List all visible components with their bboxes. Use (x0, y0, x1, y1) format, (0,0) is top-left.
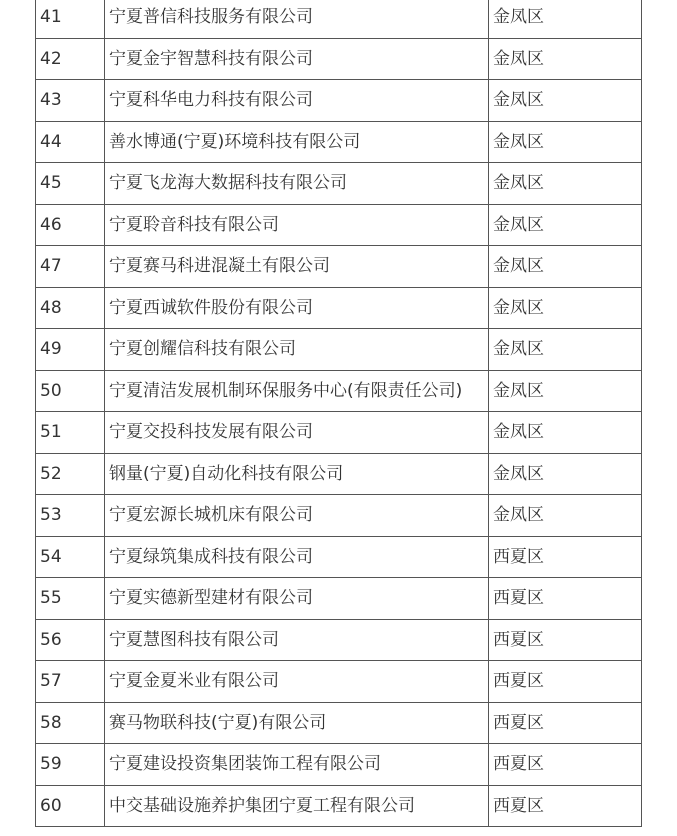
company-name-cell: 宁夏普信科技服务有限公司 (105, 0, 489, 38)
row-number-cell: 52 (36, 453, 105, 495)
district-cell: 金凤区 (489, 80, 642, 122)
company-name-cell: 宁夏金宇智慧科技有限公司 (105, 38, 489, 80)
table-row (36, 744, 642, 786)
company-name-cell: 赛马物联科技(宁夏)有限公司 (105, 702, 489, 744)
row-number-cell: 44 (36, 121, 105, 163)
row-number-cell: 47 (36, 246, 105, 288)
company-name-cell: 宁夏金夏米业有限公司 (105, 661, 489, 703)
table-row (36, 287, 642, 329)
company-name-cell: 宁夏西诚软件股份有限公司 (105, 287, 489, 329)
table-row (36, 38, 642, 80)
table-row (36, 619, 642, 661)
district-cell: 金凤区 (489, 453, 642, 495)
company-name-cell: 宁夏清洁发展机制环保服务中心(有限责任公司) (105, 370, 489, 412)
row-number-cell: 56 (36, 619, 105, 661)
district-cell: 西夏区 (489, 536, 642, 578)
table-row (36, 661, 642, 703)
table-row (36, 121, 642, 163)
district-cell: 金凤区 (489, 412, 642, 454)
district-cell: 金凤区 (489, 38, 642, 80)
row-number-cell: 51 (36, 412, 105, 454)
district-cell: 西夏区 (489, 661, 642, 703)
company-name-cell: 宁夏赛马科进混凝土有限公司 (105, 246, 489, 288)
row-number-cell: 43 (36, 80, 105, 122)
row-number-cell: 46 (36, 204, 105, 246)
table-row (36, 453, 642, 495)
district-cell: 金凤区 (489, 0, 642, 38)
row-number-cell: 59 (36, 744, 105, 786)
row-number-cell: 49 (36, 329, 105, 371)
table-row (36, 329, 642, 371)
row-number-cell: 58 (36, 702, 105, 744)
table-row (36, 246, 642, 288)
table-row (36, 495, 642, 537)
district-cell: 西夏区 (489, 578, 642, 620)
row-number-cell: 48 (36, 287, 105, 329)
company-name-cell: 宁夏飞龙海大数据科技有限公司 (105, 163, 489, 205)
row-number-cell: 42 (36, 38, 105, 80)
row-number-cell: 53 (36, 495, 105, 537)
district-cell: 金凤区 (489, 287, 642, 329)
district-cell: 西夏区 (489, 785, 642, 827)
company-name-cell: 宁夏实德新型建材有限公司 (105, 578, 489, 620)
district-cell: 金凤区 (489, 370, 642, 412)
district-cell: 西夏区 (489, 619, 642, 661)
table-row (36, 80, 642, 122)
district-cell: 西夏区 (489, 702, 642, 744)
table-row (36, 163, 642, 205)
table-row (36, 578, 642, 620)
row-number-cell: 41 (36, 0, 105, 38)
company-name-cell: 宁夏科华电力科技有限公司 (105, 80, 489, 122)
company-name-cell: 宁夏建设投资集团装饰工程有限公司 (105, 744, 489, 786)
company-name-cell: 宁夏慧图科技有限公司 (105, 619, 489, 661)
row-number-cell: 45 (36, 163, 105, 205)
table-row (36, 702, 642, 744)
company-name-cell: 善水博通(宁夏)环境科技有限公司 (105, 121, 489, 163)
row-number-cell: 57 (36, 661, 105, 703)
district-cell: 金凤区 (489, 121, 642, 163)
company-name-cell: 宁夏宏源长城机床有限公司 (105, 495, 489, 537)
district-cell: 金凤区 (489, 329, 642, 371)
row-number-cell: 54 (36, 536, 105, 578)
table-row (36, 785, 642, 827)
company-list-table (35, 0, 642, 827)
row-number-cell: 60 (36, 785, 105, 827)
row-number-cell: 55 (36, 578, 105, 620)
table-row (36, 412, 642, 454)
district-cell: 西夏区 (489, 744, 642, 786)
table-row (36, 204, 642, 246)
table-row (36, 0, 642, 38)
district-cell: 金凤区 (489, 246, 642, 288)
district-cell: 金凤区 (489, 163, 642, 205)
company-name-cell: 宁夏交投科技发展有限公司 (105, 412, 489, 454)
table-row (36, 536, 642, 578)
district-cell: 金凤区 (489, 204, 642, 246)
row-number-cell: 50 (36, 370, 105, 412)
company-name-cell: 钢量(宁夏)自动化科技有限公司 (105, 453, 489, 495)
company-name-cell: 宁夏绿筑集成科技有限公司 (105, 536, 489, 578)
district-cell: 金凤区 (489, 495, 642, 537)
table-body (36, 0, 642, 827)
company-name-cell: 宁夏创耀信科技有限公司 (105, 329, 489, 371)
company-name-cell: 中交基础设施养护集团宁夏工程有限公司 (105, 785, 489, 827)
table-row (36, 370, 642, 412)
company-name-cell: 宁夏聆音科技有限公司 (105, 204, 489, 246)
